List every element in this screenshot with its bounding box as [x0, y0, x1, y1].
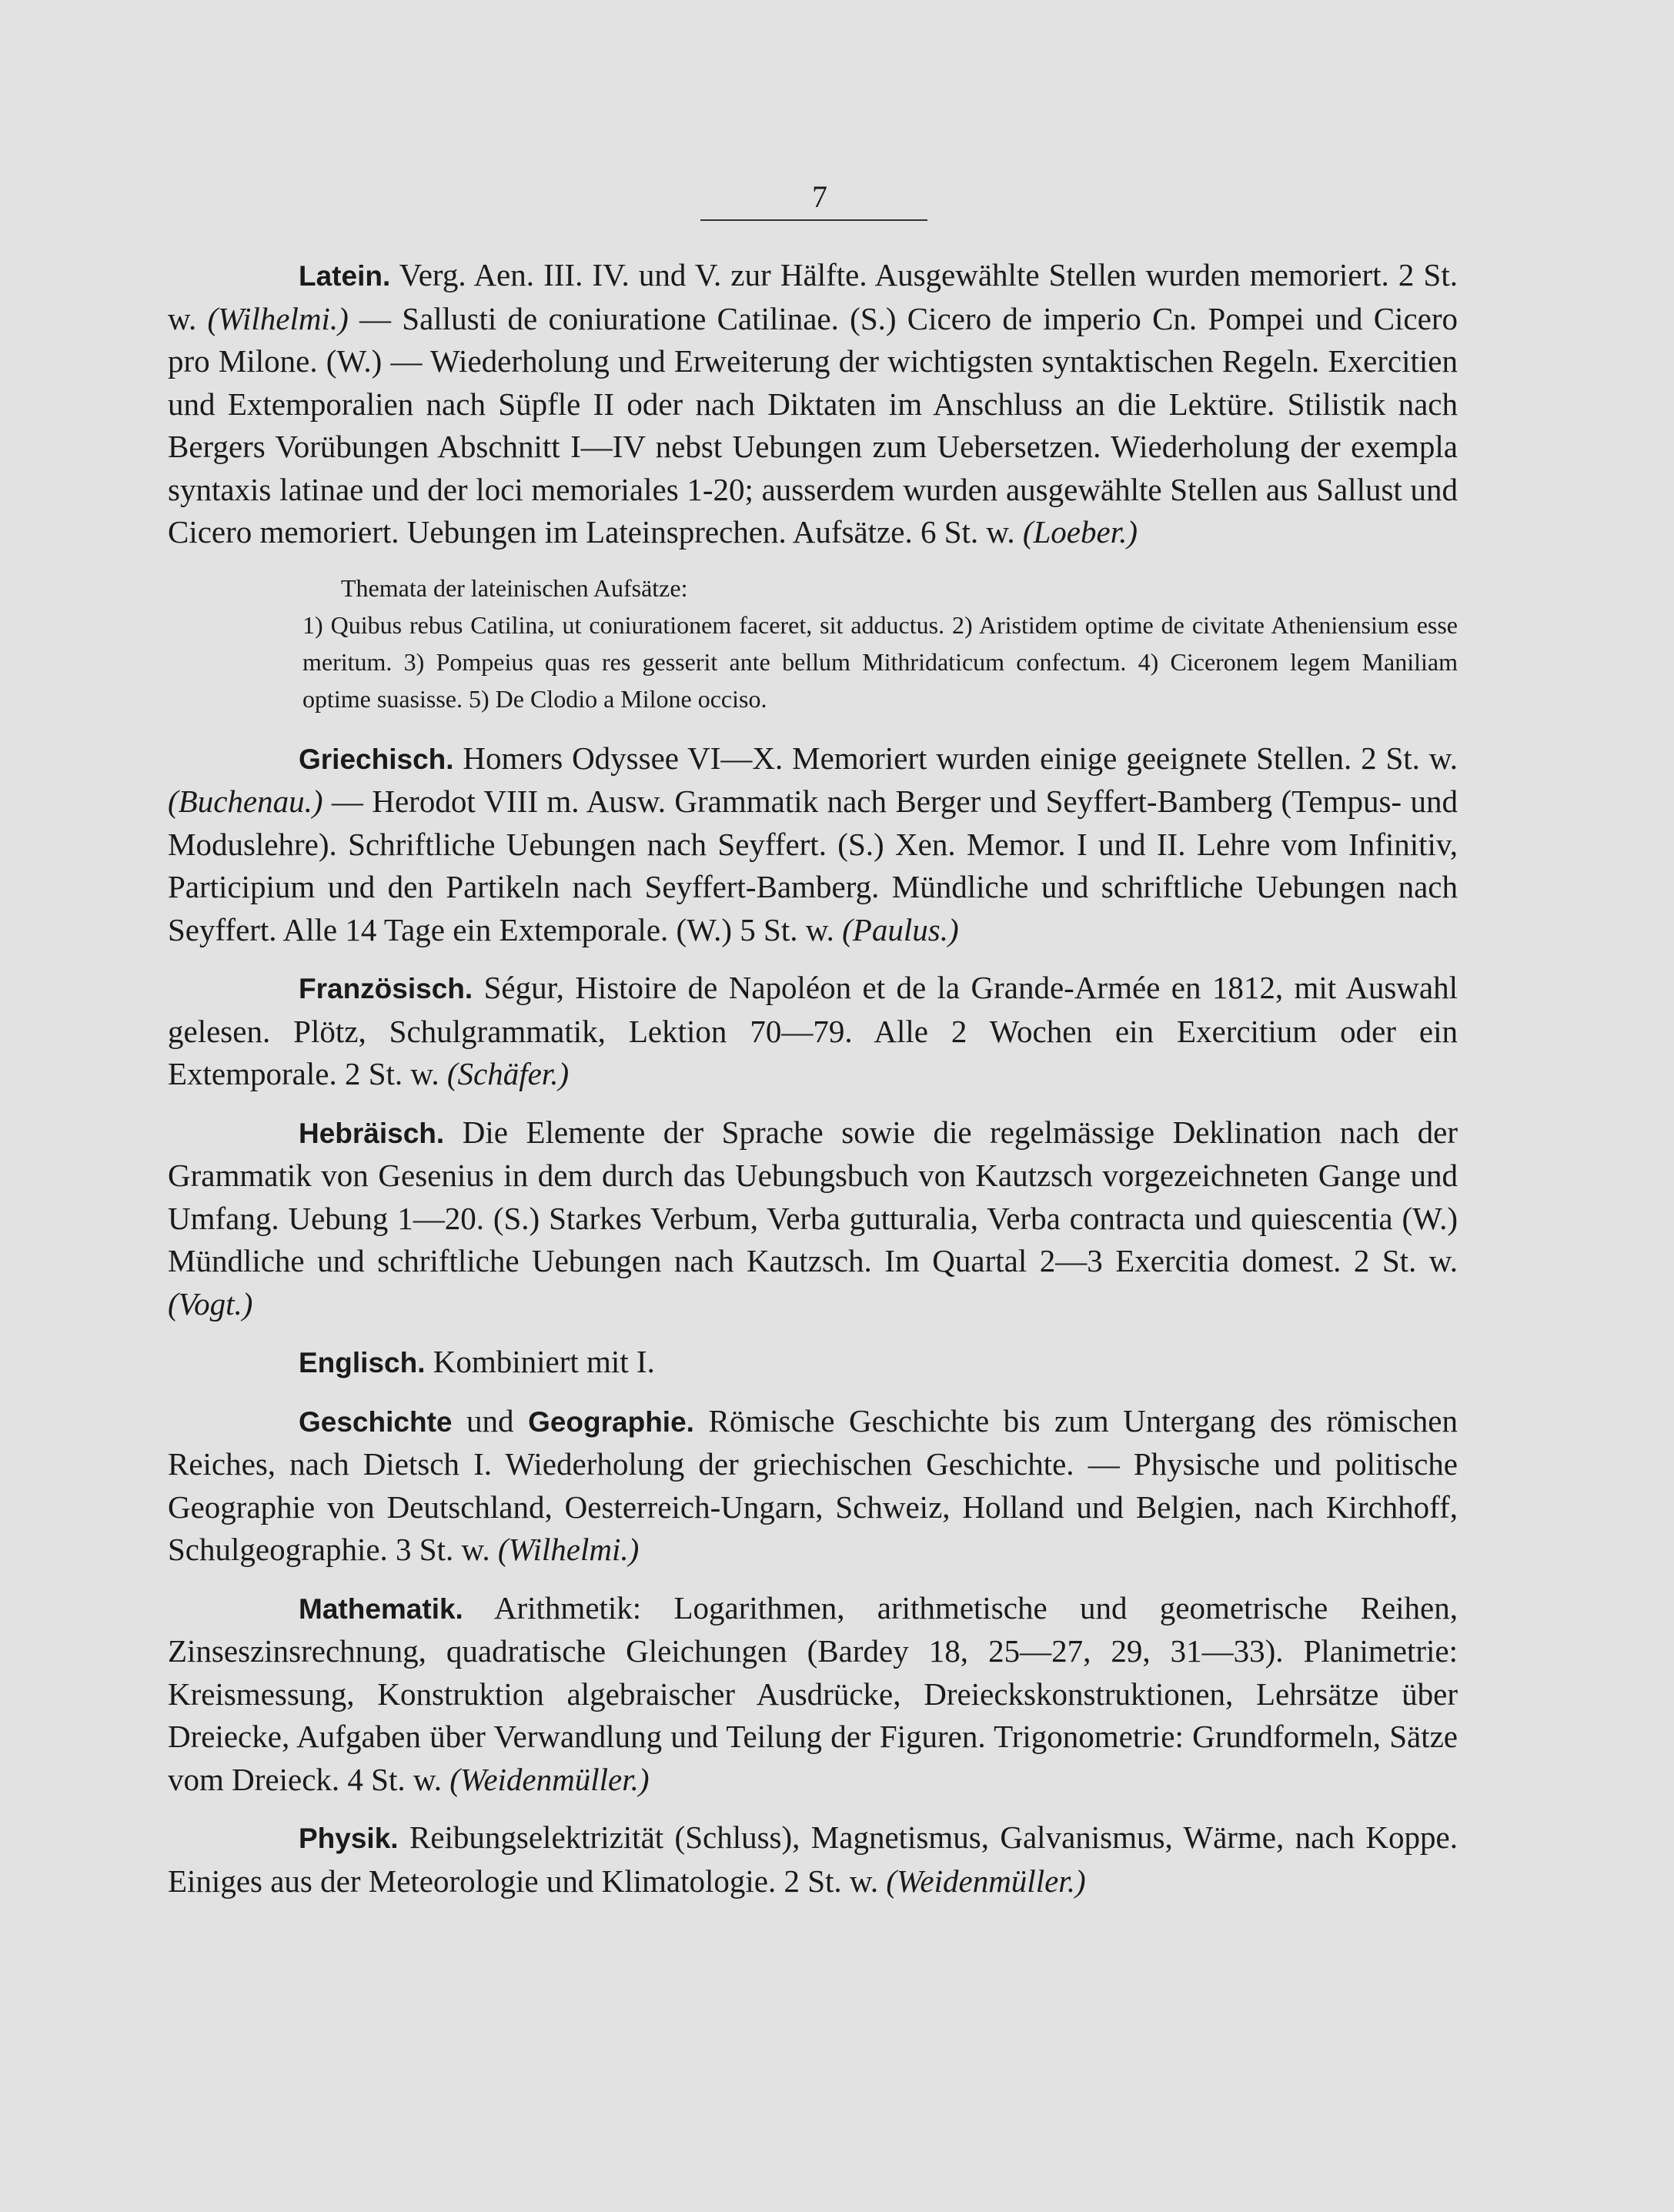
section-text: — Herodot VIII m. Ausw. Grammatik nach Berger und Seyffert-Bamberg (Tempus- und Moduslehre). Schriftliche Uebungen nach Seyffert. (S.) Xen. Memor. I und II. Lehre vom Infinitiv, Participium und den Partikeln nach Seyffert-Bamberg. Mündliche und schriftliche Uebungen nach Seyffert. Alle 14 Tage ein Extemporale. (W.) 5 St. w. — [168, 784, 1458, 947]
themata-block — [168, 570, 1458, 717]
subject-heading-geschichte: Geschichte — [299, 1405, 453, 1438]
section-text: Arithmetik: Logarithmen, arithmetische und geometrische Reihen, Zinseszinsrechnung, quadratische Gleichungen (Bardey 18, 25—27, 29, 31—33). Planimetrie: Kreismessung, Konstruktion algebraischer Ausdrücke, Dreieckskonstruktionen, Lehrsätze über Dreiecke, Aufgaben über Verwandlung und Teilung der Figuren. Trigonometrie: Grundformeln, Sätze vom Dreieck. 4 St. w. — [168, 1589, 1458, 1797]
section-text: Kombiniert mit I. — [425, 1344, 655, 1379]
section-text: Die Elemente der Sprache sowie die regelmässige Deklination nach der Grammatik von Gesenius in dem durch das Uebungsbuch von Kautzsch vorgezeichneten Gange und Umfang. Uebung 1—20. (S.) Starkes Verbum, Verba gutturalia, Verba contracta und quiescentia (W.) Mündliche und schriftliche Uebungen nach Kautzsch. Im Quartal 2—3 Exercitia domest. 2 St. w. — [168, 1114, 1458, 1278]
subject-heading-franzoesisch: Französisch. — [299, 973, 473, 1004]
subject-heading-hebraeisch: Hebräisch. — [299, 1117, 445, 1149]
heading-connector: und — [452, 1402, 529, 1438]
subject-heading-griechisch: Griechisch. — [299, 743, 454, 775]
section-hebraeisch — [168, 1111, 1458, 1326]
subject-heading-englisch: Englisch. — [299, 1347, 426, 1378]
teacher-name: (Buchenau.) — [168, 784, 323, 819]
section-mathematik — [168, 1587, 1458, 1802]
section-text: Verg. Aen. III. IV. und V. zur Hälfte. Ausgewählte Stellen wurden memoriert. 2 St. w. — [168, 257, 1458, 336]
section-griechisch — [168, 737, 1458, 952]
section-physik — [168, 1816, 1458, 1903]
section-text: Römische Geschichte bis zum Untergang des römischen Reiches, nach Dietsch I. Wiederholung der griechischen Geschichte. — Physische und politische Geographie von Deutschland, Oesterreich-Ungarn, Schweiz, Holland und Belgien, nach Kirchhoff, Schulgeographie. 3 St. w. — [168, 1402, 1458, 1567]
subject-heading-latein: Latein. — [299, 260, 391, 292]
page-number: 7 — [812, 179, 827, 214]
section-text: Reibungselektrizität (Schluss), Magnetismus, Galvanismus, Wärme, nach Koppe. Einiges aus der Meteorologie und Klimatologie. 2 St. w. — [168, 1819, 1458, 1899]
subject-heading-mathematik: Mathematik. — [299, 1592, 463, 1625]
teacher-name: (Weidenmüller.) — [886, 1863, 1086, 1899]
section-text: — Sallusti de coniuratione Catilinae. (S.) Cicero de imperio Cn. Pompei und Cicero pro Milone. (W.) — Wiederholung und Erweiterung der wichtigsten syntaktischen Regeln. Exercitien und Extemporalien nach Süpfle II oder nach Diktaten im Anschluss an die Lektüre. Stilistik nach Bergers Vorübungen Abschnitt I—IV nebst Uebungen zum Uebersetzen. Wiederholung der exempla syntaxis latinae und der loci memoriales 1-20; ausserdem wurden ausgewählte Stellen aus Sallust und Cicero memoriert. Uebungen im Lateinsprechen. Aufsätze. 6 St. w. — [168, 300, 1458, 550]
teacher-name: (Wilhelmi.) — [497, 1532, 640, 1567]
themata-list: 1) Quibus rebus Catilina, ut coniurationem faceret, sit adductus. 2) Aristidem optime de civitate Atheniensium esse meritum. 3) Pompeius quas res gesserit ante bellum Mithridaticum confectum. 4) Ciceronem legem Maniliam optime suasisse. 5) De Clodio a Milone occiso. — [302, 610, 1458, 713]
teacher-name: (Schäfer.) — [446, 1056, 570, 1091]
subject-heading-physik: Physik. — [299, 1823, 399, 1854]
teacher-name: (Paulus.) — [842, 911, 959, 947]
subject-heading-geographie: Geographie. — [528, 1405, 694, 1438]
teacher-name: (Wilhelmi.) — [207, 300, 349, 336]
section-text: Homers Odyssee VI—X. Memoriert wurden einige geeignete Stellen. 2 St. w. — [453, 740, 1458, 776]
teacher-name: (Weidenmüller.) — [449, 1761, 650, 1797]
section-englisch — [168, 1341, 1458, 1385]
section-latein — [168, 254, 1458, 554]
header-rule — [700, 219, 927, 221]
section-text: Ségur, Histoire de Napoléon et de la Grande-Armée en 1812, mit Auswahl gelesen. Plötz, Schulgrammatik, Lektion 70—79. Alle 2 Wochen ein Exercitium oder ein Extemporale. 2 St. w. — [168, 970, 1458, 1091]
section-franzoesisch — [168, 967, 1458, 1096]
teacher-name: (Vogt.) — [168, 1285, 253, 1322]
themata-heading: Themata der lateinischen Aufsätze: — [341, 573, 688, 602]
section-geschichte — [168, 1400, 1458, 1572]
teacher-name: (Loeber.) — [1022, 514, 1138, 550]
page-content — [168, 254, 1458, 1918]
